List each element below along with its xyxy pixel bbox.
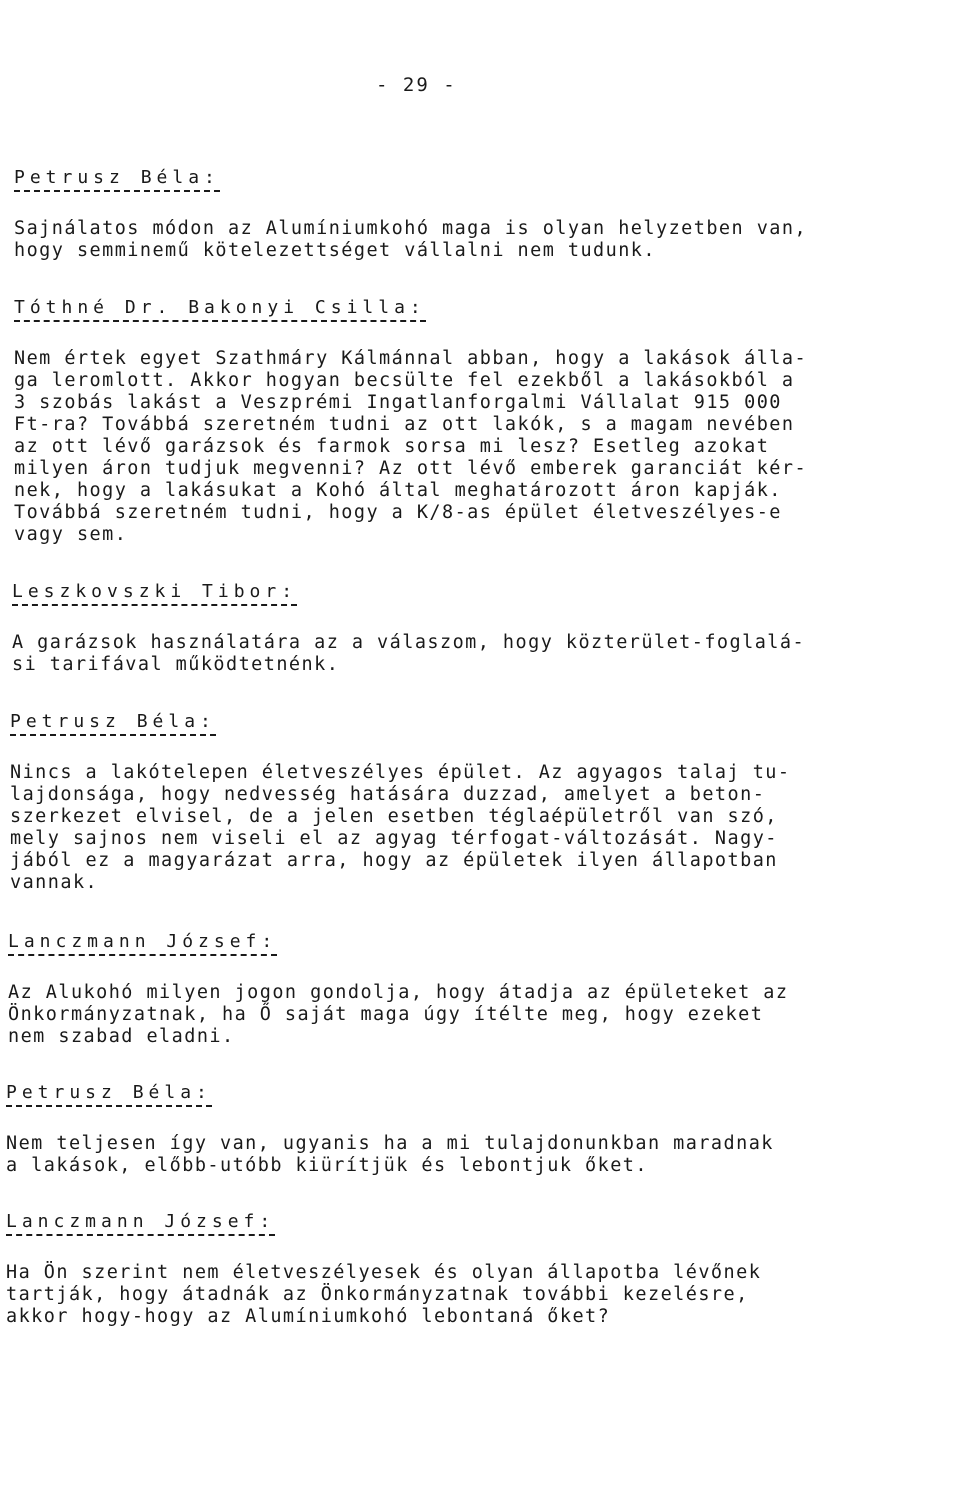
text-line: milyen áron tudjuk megvenni? Az ott lévő emberek garanciát kér- [14,458,808,479]
text-line: az ott lévő garázsok és farmok sorsa mi lesz? Esetleg azokat [14,436,770,457]
speaker-name: Leszkovszki Tibor: [12,581,297,606]
speaker-name: Lanczmann József: [8,931,277,956]
speech-block [6,1211,906,1328]
text-line: nem szabad eladni. [8,1026,235,1047]
text-line: Nincs a lakótelepen életveszélyes épület. Az agyagos talaj tu- [10,762,791,783]
speaker-name: Petrusz Béla: [14,167,220,192]
speech-block [8,931,908,1048]
text-line: Ha Ön szerint nem életveszélyesek és olyan állapotba lévőnek [6,1262,762,1283]
speaker-name: Petrusz Béla: [6,1082,212,1107]
speaker-name: Lanczmann József: [6,1211,275,1236]
speech-block [14,167,914,262]
text-line: Továbbá szeretném tudni, hogy a K/8-as épület életveszélyes-e [14,502,782,523]
text-line: hogy semminemű kötelezettséget vállalni nem tudunk. [14,240,656,261]
text-line: mely sajnos nem viseli el az agyag térfogat-változását. Nagy- [10,828,778,849]
text-line: Sajnálatos módon az Alumíniumkohó maga is olyan helyzetben van, [14,218,808,239]
text-line: Ft-ra? Továbbá szeretném tudni az ott lakók, s a magam nevében [14,414,795,435]
speech-text [10,762,910,894]
speech-text [8,982,908,1048]
speaker-name: Petrusz Béla: [10,711,216,736]
text-line: ga leromlott. Akkor hogyan becsülte fel ezekből a lakásokból a [14,370,795,391]
text-line: akkor hogy-hogy az Alumíniumkohó lebontaná őket? [6,1306,611,1327]
speech-text [6,1262,906,1328]
text-line: tartják, hogy átadnák az Önkormányzatnak további kezelésre, [6,1284,749,1305]
speech-block [12,581,912,676]
text-line: vagy sem. [14,524,128,545]
speech-block [14,297,914,546]
text-line: Nem teljesen így van, ugyanis ha a mi tulajdonunkban maradnak [6,1133,774,1154]
speaker-name: Tóthné Dr. Bakonyi Csilla: [14,297,426,322]
speech-text [12,632,912,676]
text-line: lajdonsága, hogy nedvesség hatására duzzad, amelyet a beton- [10,784,766,805]
text-line: Önkormányzatnak, ha Ő saját maga úgy ítélte meg, hogy ezeket [8,1004,764,1025]
text-line: Nem értek egyet Szathmáry Kálmánnal abban, hogy a lakások álla- [14,348,808,369]
speech-block [6,1082,906,1177]
text-line: szerkezet elvisel, de a jelen esetben téglaépületről van szó, [10,806,778,827]
page-number: - 29 - [376,74,457,96]
text-line: jából ez a magyarázat arra, hogy az épületek ilyen állapotban [10,850,778,871]
speech-text [14,218,914,262]
text-line: a lakások, előbb-utóbb kiürítjük és lebontjuk őket. [6,1155,648,1176]
text-line: nek, hogy a lakásukat a Kohó által meghatározott áron kapják. [14,480,782,501]
text-line: A garázsok használatára az a válaszom, hogy közterület-foglalá- [12,632,806,653]
text-line: si tarifával működtetnénk. [12,654,340,675]
speech-text [6,1133,906,1177]
text-line: vannak. [10,872,99,893]
text-line: 3 szobás lakást a Veszprémi Ingatlanforgalmi Vállalat 915 000 [14,392,782,413]
text-line: Az Alukohó milyen jogon gondolja, hogy átadja az épületeket az [8,982,789,1003]
speech-block [10,711,910,894]
speech-text [14,348,914,546]
